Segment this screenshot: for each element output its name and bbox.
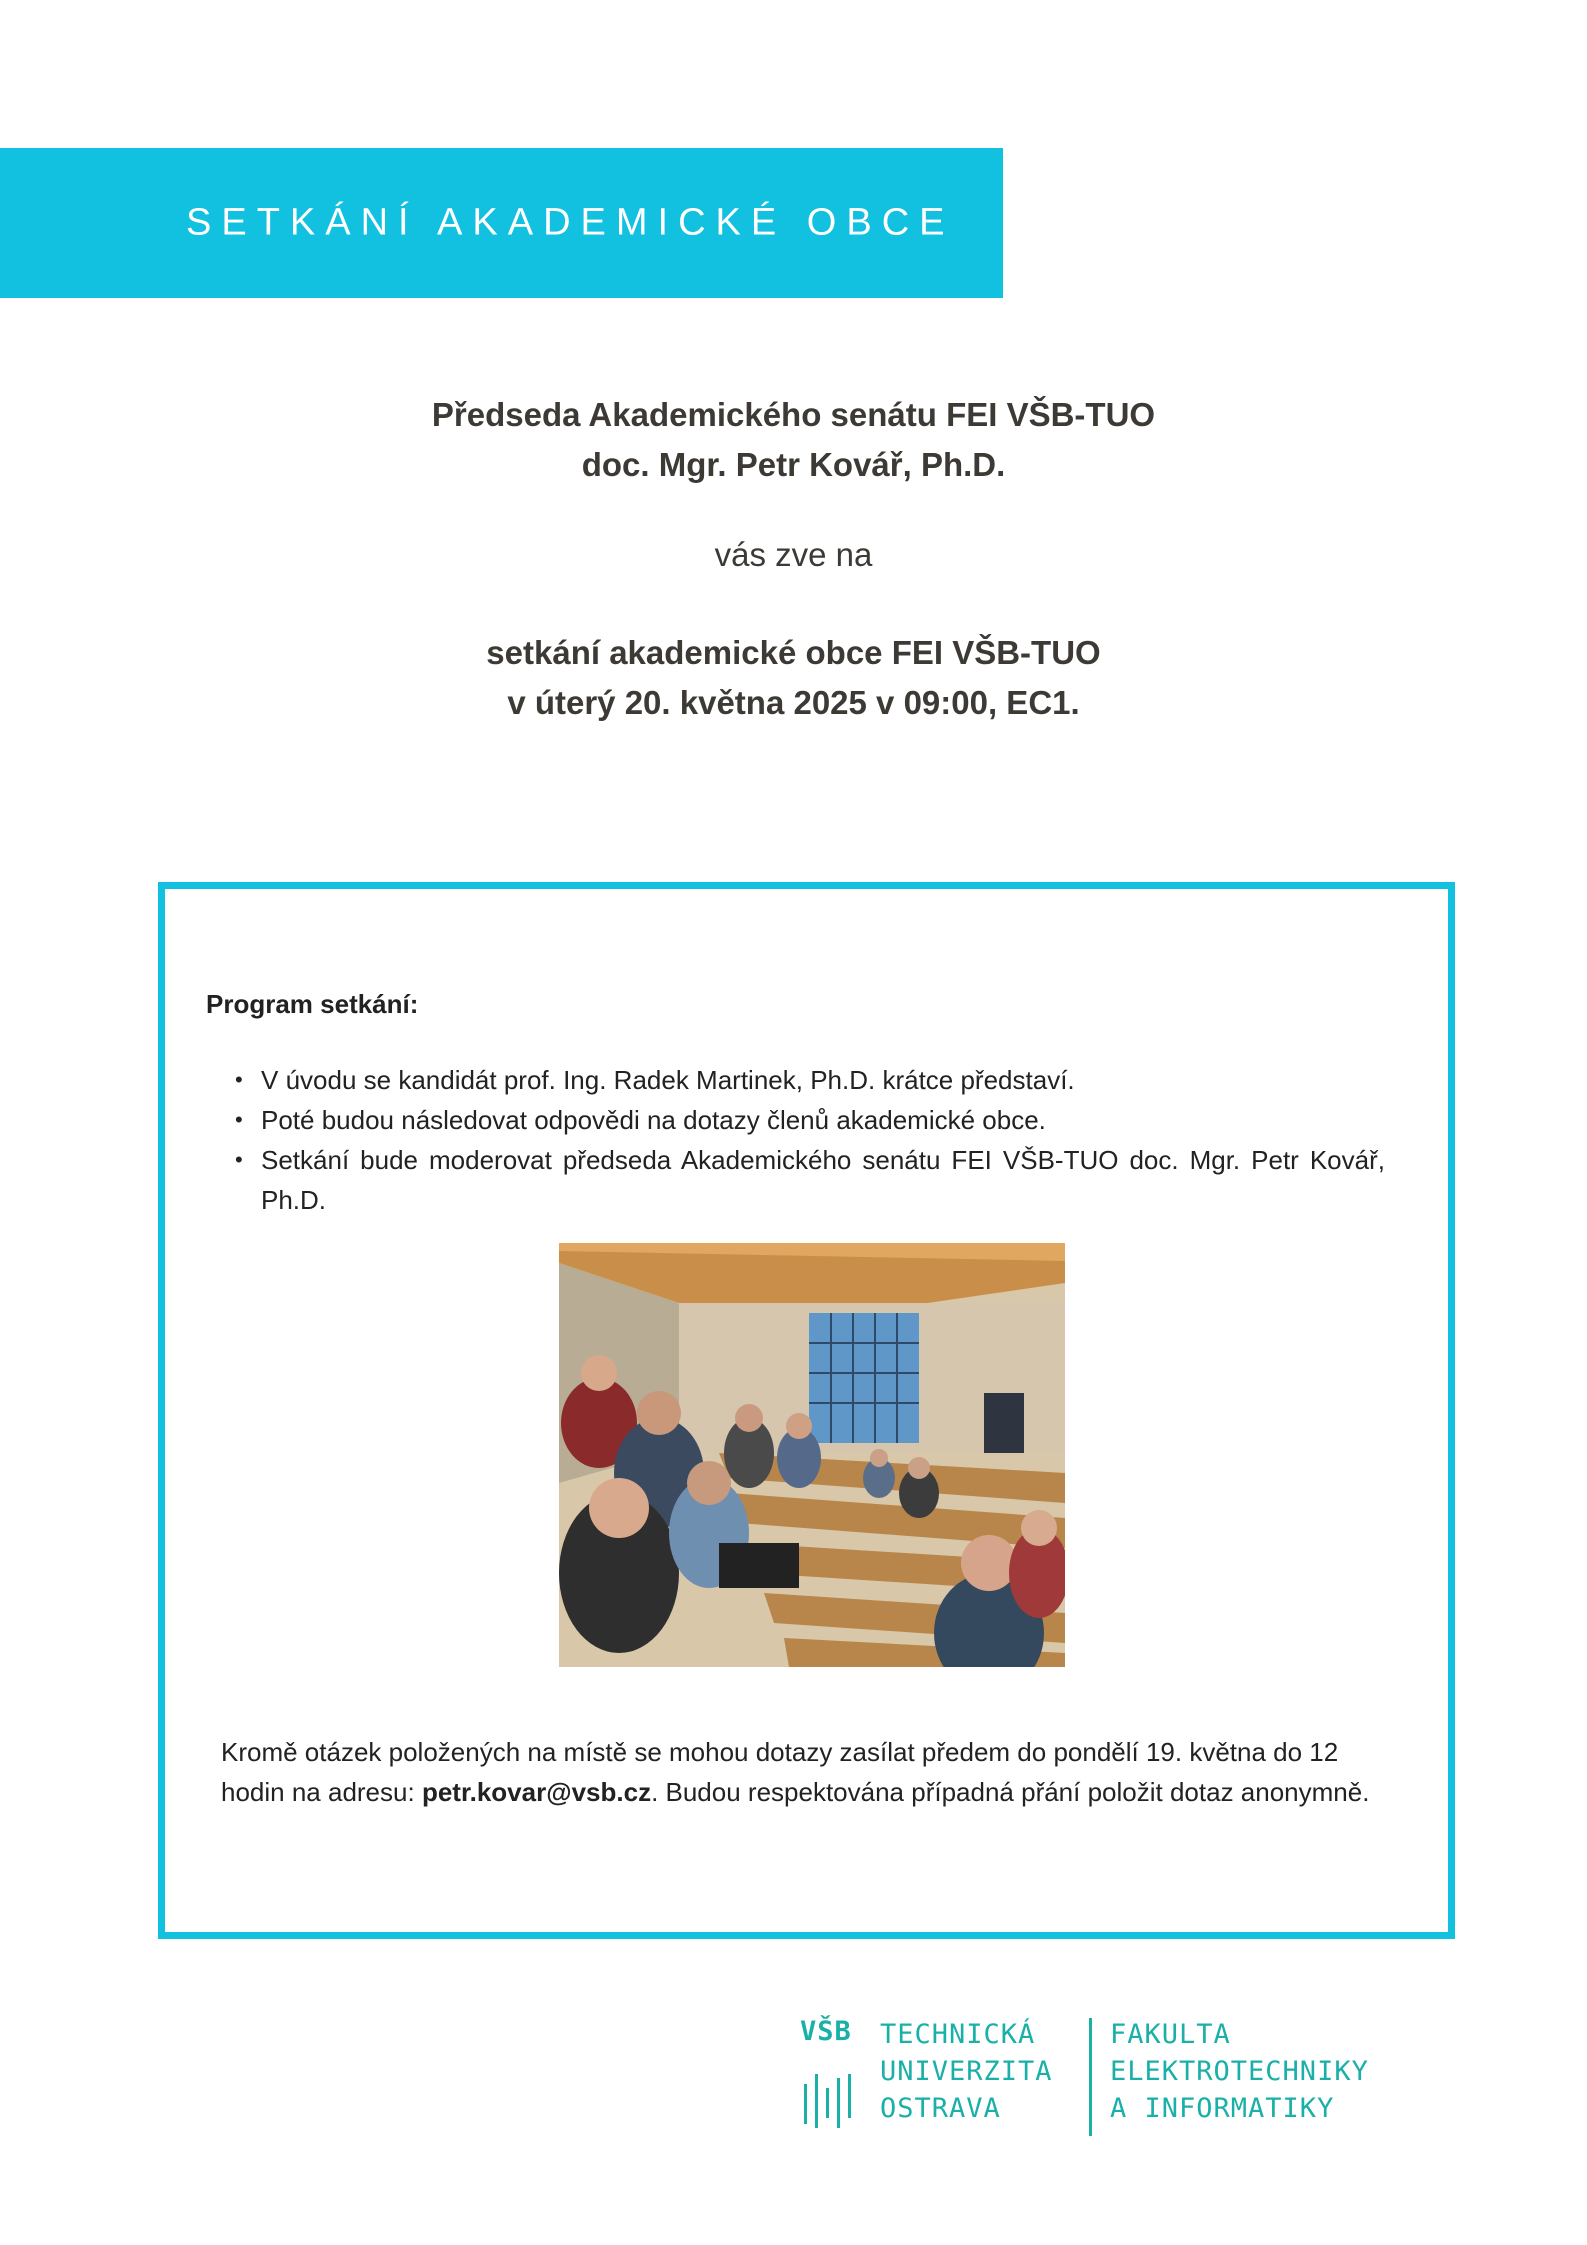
vsb-fei-logo — [800, 2010, 1440, 2140]
logo-divider — [1089, 2018, 1092, 2136]
host-line-1: Předseda Akademického senátu FEI VŠB-TUO — [431, 396, 1156, 433]
invite-phrase: vás zve na — [714, 536, 873, 573]
event-line-2: v úterý 20. května 2025 v 09:00, EC1. — [507, 684, 1080, 721]
program-item: • V úvodu se kandidát prof. Ing. Radek Martinek, Ph.D. krátce představí. — [235, 1060, 1385, 1100]
contact-email[interactable]: petr.kovar@vsb.cz — [421, 1777, 652, 1807]
header-banner — [0, 148, 1003, 298]
logo-abbr: VŠB — [800, 2016, 852, 2047]
program-box — [158, 882, 1455, 1939]
host-line-2: doc. Mgr. Petr Kovář, Ph.D. — [581, 446, 1006, 483]
program-item: • Poté budou následovat odpovědi na dotazy členů akademické obce. — [235, 1100, 1385, 1140]
logo-university: TECHNICKÁ UNIVERZITA OSTRAVA — [880, 2019, 1053, 2124]
program-list — [235, 1060, 1385, 1220]
bullet-icon: • — [235, 1147, 243, 1172]
lecture-hall-photo — [559, 1243, 1065, 1667]
questions-note: Kromě otázek položených na místě se mohou dotazy zasílat předem do pondělí 19. května do 12 hodin na adresu: petr.kovar@vsb.cz. Budou respektována případná přání položit dotaz anonymně. — [221, 1737, 1370, 1807]
banner-title: SETKÁNÍ AKADEMICKÉ OBCE — [186, 201, 955, 244]
invitation-block — [0, 390, 1587, 728]
logo-bars-icon — [802, 2074, 862, 2128]
bullet-icon: • — [235, 1107, 243, 1132]
logo-faculty: FAKULTA ELEKTROTECHNIKY A INFORMATIKY — [1110, 2019, 1369, 2124]
bullet-icon: • — [235, 1067, 243, 1092]
event-line-1: setkání akademické obce FEI VŠB-TUO — [486, 634, 1101, 671]
program-item: • Setkání bude moderovat předseda Akademického senátu FEI VŠB-TUO doc. Mgr. Petr Kovář, Ph.D. — [235, 1140, 1385, 1220]
program-title: Program setkání: — [206, 989, 419, 1019]
